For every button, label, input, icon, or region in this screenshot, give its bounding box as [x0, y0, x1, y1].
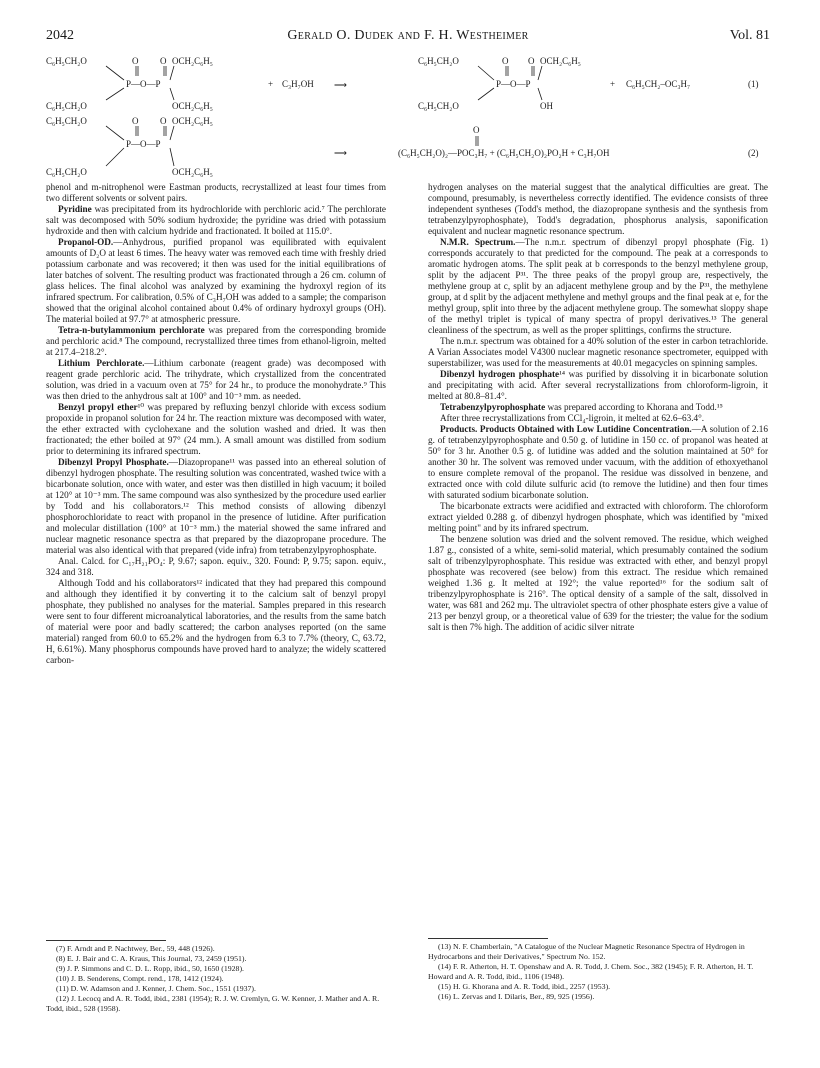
scheme2-product-oxygen: O [473, 125, 480, 135]
scheme2-equation-number: (2) [748, 148, 759, 158]
footnotes-left [46, 940, 386, 1014]
footnotes-right [428, 938, 768, 1002]
scheme1-plus: + [268, 79, 274, 89]
page-header [46, 28, 770, 48]
footnote-16: (16) L. Zervas and I. Dilaris, Ber., 89, 925 (1956). [438, 992, 595, 1001]
nmr-text: —The n.m.r. spectrum of dibenzyl propyl phosphate (Fig. 1) corresponds accurately to that predicted for the compound. The peak at a corresponds to aromatic hydrogen atoms. The split peak at b corresponds to the benzyl methylene group, split by the adjacent P³¹. The three peaks of the propyl group are, respectively, the methylene group at c, split by an adjacent methylene group and by the P³¹, the methylene group, at d split by the adjacent methylene and methyl groups and the final peak at e, for the methyl group, split into three by the adjacent methylene group. The somewhat sloppy shape of the methyl triplet is typical of many spectra of propyl derivatives.¹³ The general cleanliness of the spectrum, as well as the proper splittings, confirms the structure. [428, 237, 768, 335]
left-paragraph-propanol-od [46, 237, 386, 325]
heading-nmr-spectrum: N.M.R. Spectrum. [440, 237, 516, 247]
footnote-10: (10) J. B. Senderens, Compt. rend., 178, 1412 (1924). [56, 974, 224, 983]
scheme1-equation-number: (1) [748, 79, 759, 89]
propanol-od-text: —Anhydrous, purified propanol was equilibrated with equivalent amounts of D₂O at least 6 times. The heavy water was removed each time with freshly dried potassium carbonate and was recovered; it then was used for the initial equilibrations of later batches of solvent. The resulting product was fractionated through a 26 cm. column of glass helices. The final alcohol was analyzed by examining the hydroxyl region of its infrared spectrum. For calibration, 0.5% of C₃H₇OH was added to a sample; the comparison showed that the original alcohol contained about 0.4% of ordinary hydroxyl groups (OH). The material boiled at 97.7° at atmospheric pressure. [46, 237, 386, 324]
right-column [428, 182, 768, 633]
scheme2-oxygen-right: O [160, 116, 167, 126]
footnote-13: (13) N. F. Chamberlain, "A Catalogue of the Nuclear Magnetic Resonance Spectra of Hydrogen in Hydrocarbons and their Derivatives," Spectrum No. 152. [428, 942, 745, 961]
scheme1-product-benzyloxy-bottom: C₆H₅CH₂O [418, 101, 459, 111]
heading-dibenzyl-propyl-phosphate: Dibenzyl Propyl Phosphate. [58, 457, 169, 467]
right-paragraph-benzene-solution: The benzene solution was dried and the solvent removed. The residue, which weighed 1.87 g., consisted of a white, semi-solid material, which presumably contained the sodium salt of tribenzylpyrophosphate. This residue was extracted with ether, and benzyl propyl phosphate was recovered (see below) from this extract. The residue which remained weighed 1.36 g. It melted at 192°; the value reported¹⁶ for the sodium salt of tribenzylpyrophosphate is 216°. The optical density of a sample of the salt, dissolved in water, was 681 and 262 mμ. The ultraviolet spectra of other phosphate esters give a value of 213 per benzyl group, or a theoretical value of 639 for the triester; the value for the sodium salt is then 7% high. The addition of acidic silver nitrate [428, 534, 768, 632]
scheme2-benzyloxy-bottom: C₆H₅CH₂O [46, 167, 87, 177]
dibenzyl-hydrogen-phosphate-text: ¹⁴ was purified by dissolving it in bicarbonate solution and precipitating with acid. After several recrystallizations from chloroform-ligroin, it melted at 80.8–81.4°. [428, 369, 768, 401]
left-paragraph-dibenzyl-propyl-phosphate [46, 457, 386, 556]
scheme2-products: (C₆H₅CH₂O)₂—POC₃H₇ + (C₆H₅CH₂O)₂PO₂H + C₃H₇OH [398, 148, 610, 158]
scheme2-obenzyl-top: OCH₂C₆H₅ [172, 116, 213, 126]
scheme1-arrow: ⟶ [334, 80, 347, 90]
reaction-schemes [46, 54, 774, 180]
scheme1-oxygen-right: O [160, 56, 167, 66]
scheme2-oxygen-left: O [132, 116, 139, 126]
scheme1-product-benzyloxy-top: C₆H₅CH₂O [418, 56, 459, 66]
left-paragraph-tetrabutylammonium [46, 325, 386, 358]
heading-dibenzyl-hydrogen-phosphate: Dibenzyl hydrogen phosphate [440, 369, 560, 379]
left-paragraph-lithium-perchlorate [46, 358, 386, 402]
heading-products: Products. Products Obtained with Low Lutidine Concentration. [440, 424, 692, 434]
right-paragraph-dibenzyl-hydrogen-phosphate [428, 369, 768, 402]
scheme2-benzyloxy-top: C₆H₅CH₂O [46, 116, 87, 126]
right-paragraph-tetrabenzylpyrophosphate [428, 402, 768, 413]
scheme1-product-obenzyl: OCH₂C₆H₅ [540, 56, 581, 66]
scheme1-oxygen-left: O [132, 56, 139, 66]
left-column [46, 182, 386, 666]
footnote-7: (7) F. Arndt and P. Nachtwey, Ber., 59, 448 (1926). [56, 944, 215, 953]
left-paragraph-1: phenol and m-nitrophenol were Eastman products, recrystallized at least four times from two different solvents or solvent pairs. [46, 182, 386, 203]
scheme1-reactant-benzyloxy-top: C₆H₅CH₂O [46, 56, 87, 66]
volume-label: Vol. 81 [729, 28, 770, 43]
footnote-15: (15) H. G. Khorana and A. R. Todd, ibid., 2257 (1953). [438, 982, 611, 991]
right-paragraph-bicarbonate: The bicarbonate extracts were acidified and extracted with chloroform. The chloroform extract yielded 0.288 g. of dibenzyl hydrogen phosphate, which was identified by "mixed melting point" and by its infrared spectrum. [428, 501, 768, 533]
footnote-8: (8) E. J. Bair and C. A. Kraus, This Journal, 73, 2459 (1951). [56, 954, 247, 963]
right-paragraph-recrystallization: After three recrystallizations from CCl₄-ligroin, it melted at 62.6–63.4°. [440, 413, 705, 423]
scheme1-product-p-o-p: P—O—P [496, 79, 531, 89]
scheme2-p-o-p: P—O—P [126, 139, 161, 149]
scheme1-product-oh: OH [540, 101, 553, 111]
page-number: 2042 [46, 28, 74, 43]
footnote-14: (14) F. R. Atherton, H. T. Openshaw and A. R. Todd, J. Chem. Soc., 382 (1945); F. R. Atherton, H. T. Howard and A. R. Todd, ibid., 1106 (1948). [428, 962, 754, 981]
running-authors: Gerald O. Dudek and F. H. Westheimer [287, 28, 529, 43]
footnote-rule-left [46, 940, 166, 941]
right-paragraph-nmr [428, 237, 768, 336]
heading-tetrabenzylpyrophosphate: Tetrabenzylpyrophosphate [440, 402, 546, 412]
scheme1-product-plus: + [610, 79, 616, 89]
pyridine-text: was precipitated from its hydrochloride with perchloric acid.⁷ The perchlorate salt was decomposed with 50% sodium hydroxide; the pyridine was dried with potassium hydroxide and then with calcium hydride and fractionated. It boiled at 115.0°. [46, 204, 386, 236]
footnote-rule-right [428, 938, 548, 939]
left-paragraph-analysis: Anal. Calcd. for C₁₇H₂₁PO₄: P, 9.67; sapon. equiv., 320. Found: P, 9.75; sapon. equiv., 324 and 318. [46, 556, 386, 577]
footnote-12: (12) J. Lecocq and A. R. Todd, ibid., 2381 (1954); R. J. W. Cremlyn, G. W. Kenner, J. Mather and A. R. Todd, ibid., 528 (1958). [46, 994, 380, 1013]
right-paragraph-nmr-method: The n.m.r. spectrum was obtained for a 40% solution of the ester in carbon tetrachloride. A Varian Associates model V4300 nuclear magnetic resonance spectrometer, equipped with superstabilizer, was used for the measurements at 40.01 megacycles on spinning samples. [428, 336, 768, 368]
reaction-scheme-figure [46, 54, 774, 180]
scheme1-p-o-p: P—O—P [126, 79, 161, 89]
right-paragraph-products [428, 424, 768, 501]
scheme1-reactant-benzyloxy-bottom: C₆H₅CH₂O [46, 101, 87, 111]
scheme1-benzyl-propyl-ether: C₆H₅CH₂–OC₃H₇ [626, 79, 691, 89]
tetrabenzylpyrophosphate-text: was prepared according to Khorana and Todd.¹⁵ [545, 402, 723, 412]
heading-tetrabutylammonium: Tetra-n-butylammonium perchlorate [58, 325, 205, 335]
heading-benzyl-propyl-ether: Benzyl propyl ether [58, 402, 138, 412]
scheme1-propanol: C₃H₇OH [282, 79, 314, 89]
left-paragraph-benzyl-propyl-ether [46, 402, 386, 457]
scheme1-product-oxygen-right: O [528, 56, 535, 66]
tetrabutylammonium-text: was prepared from the corresponding bromide and perchloric acid.⁸ The compound, recrystallized three times from ethanol-ligroin, melted at 217.4–218.2°. [46, 325, 386, 357]
benzyl-propyl-ether-text: ¹⁰ was prepared by refluxing benzyl chloride with excess sodium propoxide in propanol solution for 24 hr. The reaction mixture was decomposed with water, the ether extracted with cyclohexane and the solution washed and dried. It was then fractionated; the ether boiled at 97° (24 mm.). A small amount was distilled from sodium prior to determining its infrared spectrum. [46, 402, 386, 456]
scheme1-obenzyl-bottom: OCH₂C₆H₅ [172, 101, 213, 111]
right-paragraph-1: hydrogen analyses on the material suggest that the analytical difficulties are great. The compound, presumably, is nevertheless correctly identified. The evidence consists of three independent syntheses (Todd's method, the diazopropane synthesis and the synthesis from tetrabenzylpyrophosphate), Todd's degradation, phosphorus analysis, saponification equivalent and nuclear magnetic resonance spectrum. [428, 182, 768, 236]
scheme2-arrow: ⟶ [334, 148, 347, 158]
footnote-9: (9) J. P. Simmons and C. D. L. Ropp, ibid., 50, 1650 (1928). [56, 964, 244, 973]
left-paragraph-todd-discussion: Although Todd and his collaborators¹² indicated that they had prepared this compound and although they identified it by converting it to the calcium salt of benzyl propyl phosphate, they published no analyses for the material. Samples prepared in this research were sent to four different microanalytical laboratories, and the results from the same batch of material were poor and badly scattered; the carbon analyses reported (on the same material) ranged from 60.0 to 65.2% and the hydrogen from 6.3 to 7.7% (theory, C, 63.72, H, 6.61%). Many phosphorus compounds have proved hard to analyze; the widely scattered carbon- [46, 578, 386, 665]
products-text: —A solution of 2.16 g. of tetrabenzylpyrophosphate and 0.50 g. of lutidine in 150 cc. of propanol was heated at 50° for 3 hr. Another 0.5 g. of lutidine was added and the solution maintained at 50° for another 30 hr. The solvent was removed under vacuum, with the addition of ethoxyethanol to ensure complete removal of the propanol. The residue was dissolved in benzene, and extracted once with cold dilute sulfuric acid (to remove the lutidine) and then four times with saturated sodium bicarbonate solution. [428, 424, 768, 500]
heading-propanol-od: Propanol-OD. [58, 237, 114, 247]
footnote-11: (11) D. W. Adamson and J. Kenner, J. Chem. Soc., 1551 (1937). [56, 984, 256, 993]
dibenzyl-propyl-phosphate-text: —Diazopropane¹¹ was passed into an ethereal solution of dibenzyl hydrogen phosphate. The resulting solution was concentrated, washed twice with a bicarbonate solution, once with water, and ester was then distilled in high vacuum; it boiled at 120° at 10⁻³ mm. The same compound was also synthesized by the procedure used earlier by Todd and his collaborators.¹² This method consists of allowing dibenzyl phosphorochloridate to react with propanol in the presence of lutidine. After purification and molecular distillation (100° at 10⁻³ mm.) the material showed the same infrared and nuclear magnetic resonance spectra as that prepared by the diazopropane procedure. The material was also identical with that prepared (vide infra) from tetrabenzylpyrophosphate. [46, 457, 386, 555]
scheme1-product-oxygen-left: O [502, 56, 509, 66]
lithium-perchlorate-text: —Lithium carbonate (reagent grade) was decomposed with reagent grade perchloric acid. The trihydrate, which crystallized from the concentrated solution, was dried in a vacuum oven at 75° for 24 hr., to produce the monohydrate.⁹ This was then dried to the anhydrous salt at 100° and 10⁻³ mm. as needed. [46, 358, 386, 401]
scheme2-obenzyl-bottom: OCH₂C₆H₅ [172, 167, 213, 177]
left-paragraph-pyridine [46, 204, 386, 237]
scheme1-obenzyl-top: OCH₂C₆H₅ [172, 56, 213, 66]
heading-pyridine: Pyridine [58, 204, 92, 214]
heading-lithium-perchlorate: Lithium Perchlorate. [58, 358, 145, 368]
